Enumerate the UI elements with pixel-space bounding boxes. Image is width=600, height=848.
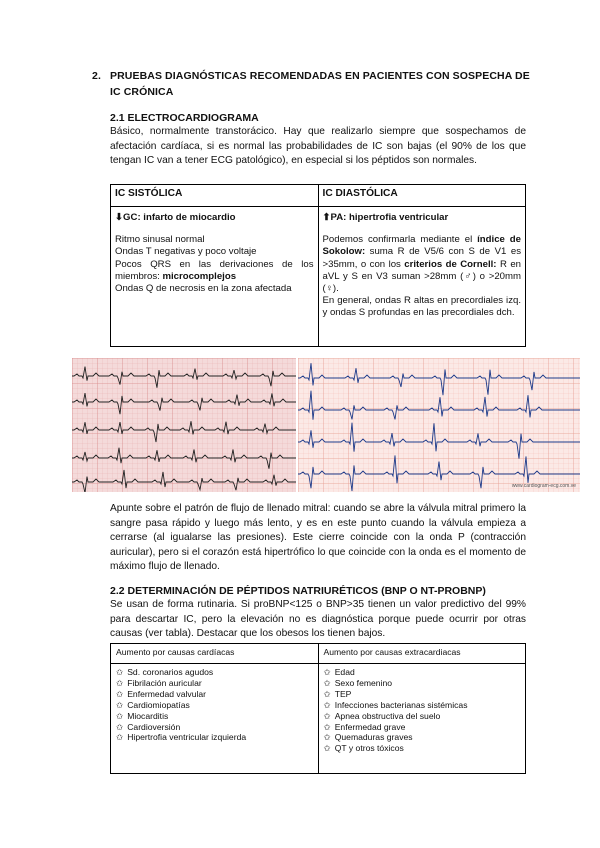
cardiac-cause-item: ✩ Sd. coronarios agudos: [116, 667, 214, 677]
bnp-heading: 2.2 DETERMINACIÓN DE PÉPTIDOS NATRIURÉTICOS (BNP O NT-PROBNP): [110, 585, 486, 597]
header-extracardiac-causes: Aumento por causas extracardiacas: [318, 644, 526, 664]
header-cardiac-causes: Aumento por causas cardíacas: [111, 644, 319, 664]
diastolic-paragraph: En general, ondas R altas en precordiales izq. y ondas S profundas en las precordiales dch.: [322, 295, 521, 319]
extracardiac-cause-item: ✩ Infecciones bacterianas sistémicas: [323, 699, 468, 710]
extracardiac-cause-item: ✩ Edad: [323, 667, 355, 677]
ecg-watermark: www.cardiogram-ecg.com.ve: [511, 483, 576, 489]
ecg-intro: Básico, normalmente transtorácico. Hay que realizarlo siempre que sospechamos de afectación cardíaca, si es normal las probabilidades de IC son bajas (el 90% de los que tengan IC van a tener ECG patológico), en especial si los péptidos son normales.: [110, 126, 526, 167]
diastolic-subtitle: ⬆PA: hipertrofia ventricular: [322, 212, 449, 223]
systolic-diastolic-table: [110, 184, 526, 347]
ecg-image-systolic: [72, 358, 296, 492]
systolic-line: Ondas T negativas y poco voltaje: [115, 246, 257, 258]
star-bullet-icon: ✩: [323, 743, 331, 754]
star-bullet-icon: ✩: [116, 688, 124, 699]
star-bullet-icon: ✩: [323, 677, 331, 688]
cardiac-cause-item: ✩ Cardioversión: [116, 721, 181, 732]
star-bullet-icon: ✩: [323, 688, 331, 699]
bnp-intro: Se usan de forma rutinaria. Si proBNP<125 o BNP>35 tienen un valor predictivo del 99% para descartar IC, pero la elevación no es diagnóstica porque puede ocurrir por otras causas (ver tabla). Destacar que los obesos los tienen bajos.: [110, 599, 526, 640]
systolic-line: Ondas Q de necrosis en la zona afectada: [115, 283, 292, 295]
diastolic-cell: [318, 207, 526, 347]
systolic-cell: [111, 207, 319, 347]
section-title: PRUEBAS DIAGNÓSTICAS RECOMENDADAS EN PACIENTES CON SOSPECHA DE IC CRÓNICA: [110, 70, 530, 98]
extracardiac-cause-item: ✩ Quemaduras graves: [323, 732, 413, 743]
star-bullet-icon: ✩: [116, 677, 124, 688]
extracardiac-cause-item: ✩ Apnea obstructiva del suelo: [323, 710, 441, 721]
section-heading: [92, 68, 532, 100]
extracardiac-cause-item: ✩ TEP: [323, 688, 352, 699]
star-bullet-icon: ✩: [116, 699, 124, 710]
mitral-note: Apunte sobre el patrón de flujo de llenado mitral: cuando se abre la válvula mitral primero la sangre pasa rápido y luego más lento, y es en este punto cuando la válvula empieza a cerrarse (al igualarse las presiones). Este cierre coincide con la onda P (contracción auricular), pero si el corazón está hipertrófico lo que coincide con la onda es el momento de máximo flujo de llenado.: [110, 503, 526, 573]
cardiac-cause-item: ✩ Enfermedad valvular: [116, 688, 207, 699]
extracardiac-causes-cell: [318, 664, 526, 774]
star-bullet-icon: ✩: [323, 667, 331, 677]
star-bullet-icon: ✩: [116, 732, 124, 743]
star-bullet-icon: ✩: [323, 699, 331, 710]
star-bullet-icon: ✩: [116, 667, 124, 677]
ecg-heading: 2.1 ELECTROCARDIOGRAMA: [110, 112, 259, 124]
arrow-up-icon: ⬆: [322, 212, 331, 223]
star-bullet-icon: ✩: [116, 710, 124, 721]
cardiac-causes-cell: [111, 664, 319, 774]
star-bullet-icon: ✩: [116, 721, 124, 732]
section-number: 2.: [92, 70, 101, 82]
systolic-line: Ritmo sinusal normal: [115, 234, 205, 246]
star-bullet-icon: ✩: [323, 721, 331, 732]
extracardiac-cause-item: ✩ Sexo femenino: [323, 677, 393, 688]
diastolic-paragraph: Podemos confirmarla mediante el índice de Sokolow: suma R de V5/6 con S de V1 es >35mm, o con los criterios de Cornell: R en aVL y S en V3 suman >28mm (♂) o >20mm (♀).: [322, 234, 521, 295]
systolic-subtitle: ⬇GC: infarto de miocardio: [115, 212, 236, 223]
extracardiac-causes-list: [324, 667, 521, 754]
ecg-image-diastolic: [298, 358, 580, 492]
star-bullet-icon: ✩: [323, 710, 331, 721]
extracardiac-cause-item: ✩ QT y otros tóxicos: [323, 743, 404, 754]
cardiac-cause-item: ✩ Cardiomiopatías: [116, 699, 190, 710]
bnp-causes-table: [110, 643, 526, 774]
cardiac-causes-list: [116, 667, 313, 743]
header-ic-sistolica: IC SISTÓLICA: [111, 185, 319, 207]
cardiac-cause-item: ✩ Fibrilación auricular: [116, 677, 202, 688]
cardiac-cause-item: ✩ Miocarditis: [116, 710, 169, 721]
header-ic-diastolica: IC DIASTÓLICA: [318, 185, 526, 207]
systolic-line: Pocos QRS en las derivaciones de los miembros: microcomplejos: [115, 258, 314, 282]
extracardiac-cause-item: ✩ Enfermedad grave: [323, 721, 406, 732]
cardiac-cause-item: ✩ Hipertrofia ventricular izquierda: [116, 732, 247, 743]
arrow-down-icon: ⬇: [115, 212, 124, 223]
star-bullet-icon: ✩: [323, 732, 331, 743]
